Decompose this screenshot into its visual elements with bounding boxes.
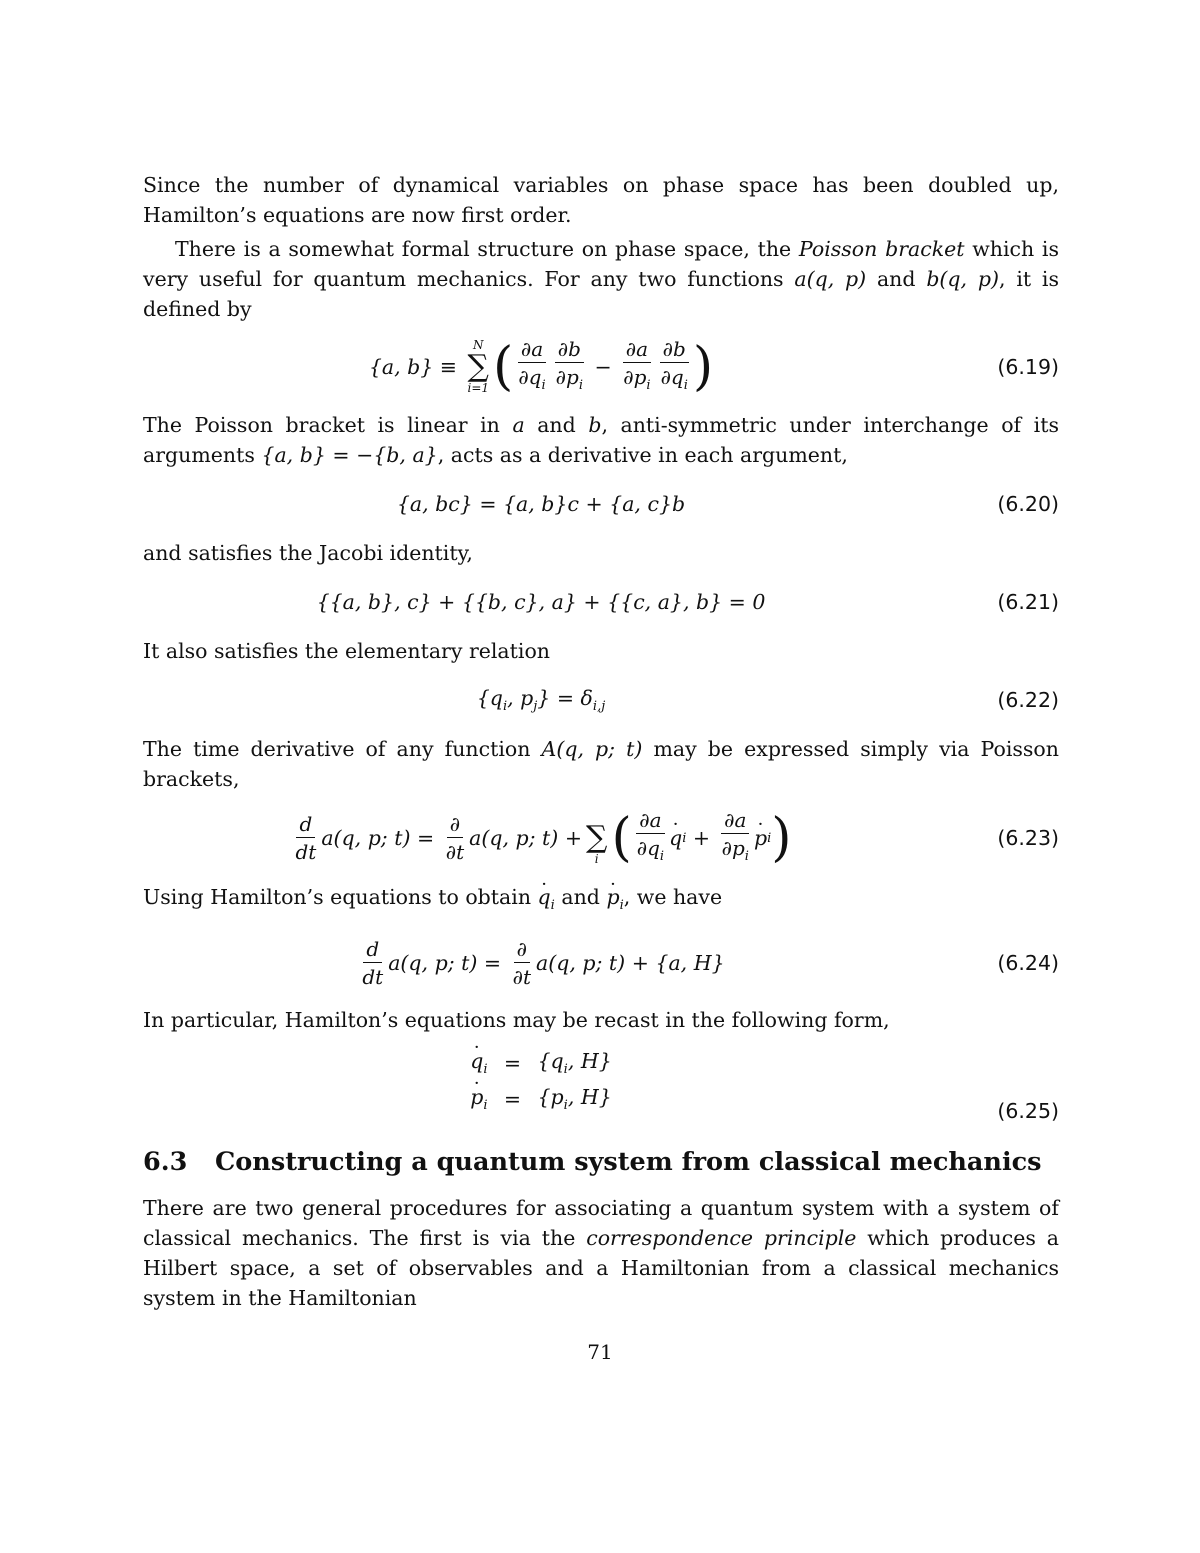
equation-6-25: $q \cdot_i$ = {$q_i$, H} $p \cdot_i$ = {$p_i$, H} (6.25) bbox=[143, 1039, 1059, 1123]
paragraph-4: and satisfies the Jacobi identity, bbox=[143, 541, 473, 565]
equation-6-19: {a, b} ≡ N ∑ i=1 ( $\frac{\partial a}{\partial q_i}$ $\frac{\partial b}{\partial p_i}$ − $\frac{\partial a}{\partial p_i}$ $\frac{\partial b}{\partial q_i}$ ) (6.19) bbox=[368, 336, 1059, 397]
equation-number: (6.25) bbox=[997, 1099, 1059, 1124]
equation-number: (6.24) bbox=[997, 951, 1059, 976]
equation-6-23: $\frac{d}{dt}$ a(q, p; t) = $\frac{\partial}{\partial t}$ a(q, p; t) + ∑ i ( $\frac{\partial a}{\partial q_i}$ q · i + $\frac{\partial a}{\partial p_i}$ p · i ) (6.23) bbox=[143, 798, 1059, 878]
equation-6-21: {{a, b}, c} + {{b, c}, a} + {{c, a}, b} = 0 (6.21) bbox=[316, 590, 1059, 614]
equation-number: (6.19) bbox=[997, 355, 1059, 379]
paragraph-9: There are two general procedures for associating a quantum system with a system of classical mechanics. The first is via the correspondence principle which produces a Hilbert space, a set of observables and a Hamiltonian from a classical mechanics system in the Hamiltonian bbox=[143, 1196, 1059, 1311]
page-number: 71 bbox=[587, 1340, 613, 1364]
equation-6-24: $\frac{d}{dt}$ a(q, p; t) = $\frac{\partial}{\partial t}$ a(q, p; t) + {a, H} (6.24) bbox=[362, 937, 1059, 990]
equation-number: (6.20) bbox=[997, 492, 1059, 516]
paragraph-5: It also satisfies the elementary relation bbox=[143, 639, 550, 663]
paragraph-3: The Poisson bracket is linear in a and b, anti-symmetric under interchange of its arguments {a, b} = −{b, a}, acts as a derivative in each argument, bbox=[143, 413, 1059, 467]
paragraph-8: In particular, Hamilton’s equations may be recast in the following form, bbox=[143, 1008, 890, 1033]
equation-number: (6.21) bbox=[997, 590, 1059, 614]
equation-number: (6.23) bbox=[997, 826, 1059, 850]
term-poisson-bracket: Poisson bracket bbox=[798, 237, 965, 261]
equation-6-22: {$q_i$, $p_j\} = \delta_{i,j}$ (6.22) bbox=[476, 685, 1059, 715]
equation-number: (6.22) bbox=[997, 688, 1059, 712]
section-heading: 6.3 Constructing a quantum system from classical mechanics bbox=[143, 1147, 1042, 1178]
paragraph-2: There is a somewhat formal structure on phase space, the Poisson bracket which is very useful for quantum mechanics. For any two functions a(q, p) and b(q, p), it is defined by bbox=[143, 237, 1059, 321]
equation-6-20: {a, bc} = {a, b}c + {a, c}b (6.20) bbox=[396, 492, 1059, 516]
term-correspondence-principle: correspondence principle bbox=[586, 1226, 857, 1251]
paragraph-7: Using Hamilton’s equations to obtain $q \cdot_i$ and $p \cdot_i$, we have bbox=[143, 882, 1059, 921]
paragraph-6: The time derivative of any function A(q, p; t) may be expressed simply via Poisson brackets, bbox=[143, 737, 1059, 791]
page-body bbox=[143, 170, 1059, 1313]
paragraph-1: Since the number of dynamical variables on phase space has been doubled up, Hamilton’s equations are now first order. bbox=[143, 173, 1059, 227]
